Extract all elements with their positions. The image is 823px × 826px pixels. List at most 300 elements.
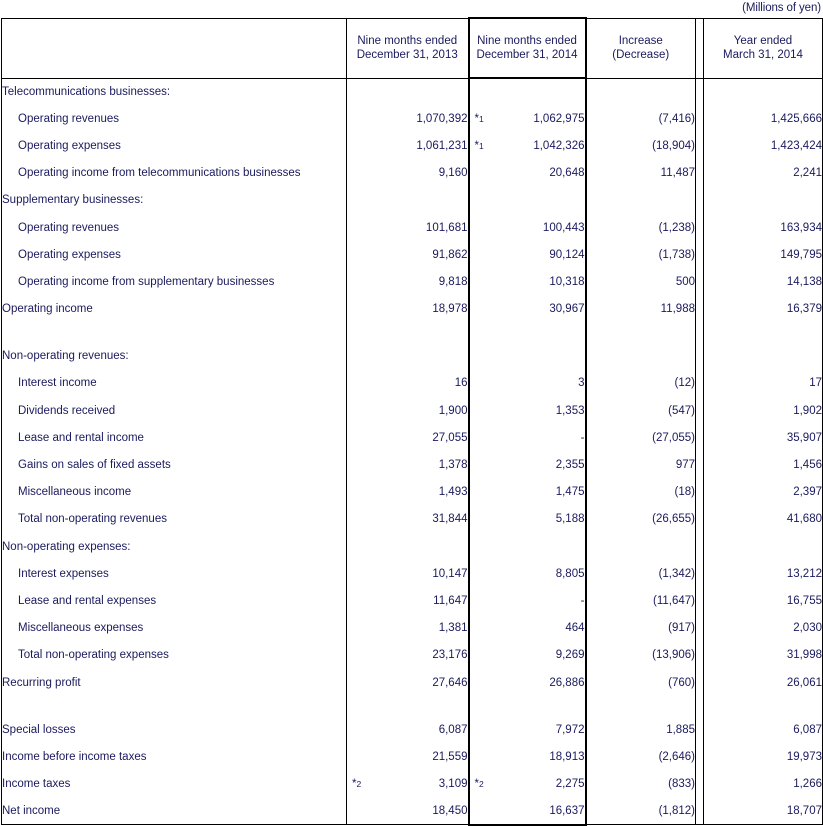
cell-value: 9,160 bbox=[438, 167, 468, 180]
table-row bbox=[2, 771, 823, 798]
cell-fy2013 bbox=[347, 669, 469, 696]
cell-value: (18,904) bbox=[652, 139, 695, 152]
cell-value: 1,061,231 bbox=[416, 139, 468, 152]
cell-value: 90,124 bbox=[549, 248, 585, 261]
header-cell-fy2013 bbox=[347, 18, 469, 78]
cell-value: 17 bbox=[809, 377, 822, 390]
table-row bbox=[2, 560, 823, 587]
cell-separator bbox=[696, 716, 704, 743]
row-label: Gains on sales of fixed assets bbox=[2, 451, 347, 478]
cell-year-ended bbox=[704, 323, 823, 343]
cell-value: 8,805 bbox=[555, 567, 585, 580]
row-label: Operating expenses bbox=[2, 241, 347, 268]
cell-value: (11,647) bbox=[653, 594, 695, 607]
cell-change bbox=[586, 132, 696, 159]
cell-separator bbox=[696, 479, 704, 506]
cell-value: 20,648 bbox=[549, 167, 585, 180]
cell-year-ended bbox=[704, 424, 823, 451]
cell-value: 19,973 bbox=[786, 750, 822, 763]
cell-year-ended bbox=[704, 343, 823, 370]
row-label: Recurring profit bbox=[2, 669, 347, 696]
cell-fy2013 bbox=[347, 560, 469, 587]
table-row bbox=[2, 479, 823, 506]
cell-value: 31,998 bbox=[786, 649, 822, 662]
cell-value: 1,070,392 bbox=[416, 112, 468, 125]
cell-separator bbox=[696, 397, 704, 424]
cell-value: (27,055) bbox=[652, 431, 695, 444]
cell-value: 35,907 bbox=[786, 431, 822, 444]
table-row bbox=[2, 533, 823, 560]
table-row bbox=[2, 214, 823, 241]
header-year-line1: Year ended bbox=[733, 35, 793, 47]
row-label: Interest income bbox=[2, 370, 347, 397]
cell-value: 1,378 bbox=[438, 459, 468, 472]
cell-fy2013 bbox=[347, 241, 469, 268]
cell-year-ended bbox=[704, 451, 823, 478]
cell-separator bbox=[696, 743, 704, 770]
row-label: Total non-operating expenses bbox=[2, 642, 347, 669]
cell-value: 163,934 bbox=[780, 221, 822, 234]
cell-value: 1,042,326 bbox=[533, 139, 585, 152]
table-row bbox=[2, 669, 823, 696]
cell-value: 1,493 bbox=[438, 486, 468, 499]
cell-value: 2,241 bbox=[793, 167, 822, 180]
cell-value: (917) bbox=[668, 622, 695, 635]
table-row bbox=[2, 798, 823, 825]
cell-fy2013 bbox=[347, 771, 469, 798]
cell-value: 1,266 bbox=[793, 778, 822, 791]
cell-fy2014 bbox=[469, 587, 586, 614]
row-label: Income before income taxes bbox=[2, 743, 347, 770]
cell-change bbox=[586, 716, 696, 743]
cell-value: 3,109 bbox=[438, 778, 468, 791]
cell-fy2014 bbox=[469, 424, 586, 451]
cell-value: 18,450 bbox=[432, 805, 468, 818]
cell-fy2014 bbox=[469, 533, 586, 560]
cell-year-ended bbox=[704, 296, 823, 323]
cell-fy2013 bbox=[347, 716, 469, 743]
cell-value: 30,967 bbox=[549, 303, 585, 316]
header-cell-label bbox=[2, 18, 347, 78]
cell-change bbox=[586, 370, 696, 397]
row-label: Lease and rental expenses bbox=[2, 587, 347, 614]
cell-fy2014 bbox=[469, 771, 586, 798]
table-row bbox=[2, 323, 823, 343]
cell-year-ended bbox=[704, 716, 823, 743]
table-row bbox=[2, 241, 823, 268]
cell-year-ended bbox=[704, 160, 823, 187]
cell-separator bbox=[696, 370, 704, 397]
table-row bbox=[2, 743, 823, 770]
cell-separator bbox=[696, 615, 704, 642]
row-label: Lease and rental income bbox=[2, 424, 347, 451]
footnote-marker: *2 bbox=[474, 778, 484, 791]
cell-separator bbox=[696, 696, 704, 716]
header-year-line2: March 31, 2014 bbox=[723, 49, 803, 61]
cell-fy2014 bbox=[469, 268, 586, 295]
cell-change bbox=[586, 397, 696, 424]
cell-value: (760) bbox=[668, 676, 695, 689]
row-label: Net income bbox=[2, 798, 347, 825]
cell-value: (1,812) bbox=[658, 805, 695, 818]
cell-change bbox=[586, 798, 696, 825]
row-label: Total non-operating revenues bbox=[2, 506, 347, 533]
cell-separator bbox=[696, 105, 704, 132]
cell-year-ended bbox=[704, 397, 823, 424]
cell-change bbox=[586, 187, 696, 214]
table-row bbox=[2, 187, 823, 214]
cell-value: 26,061 bbox=[786, 676, 822, 689]
cell-value: 1,900 bbox=[438, 404, 468, 417]
row-label: Operating income from telecommunications businesses bbox=[2, 160, 347, 187]
cell-separator bbox=[696, 506, 704, 533]
cell-year-ended bbox=[704, 771, 823, 798]
cell-value: 1,062,975 bbox=[533, 112, 585, 125]
cell-value: (13,906) bbox=[652, 649, 695, 662]
cell-value: - bbox=[580, 594, 585, 607]
header-fy2014-line1: Nine months ended bbox=[477, 35, 577, 47]
cell-value: 16,755 bbox=[786, 594, 822, 607]
cell-separator bbox=[696, 642, 704, 669]
table-row bbox=[2, 296, 823, 323]
header-change-line2: (Decrease) bbox=[612, 49, 670, 61]
cell-value: 101,681 bbox=[425, 221, 468, 234]
cell-value: 16,379 bbox=[786, 303, 822, 316]
cell-value: - bbox=[580, 431, 585, 444]
cell-fy2013 bbox=[347, 798, 469, 825]
cell-value: 1,425,666 bbox=[770, 112, 822, 125]
cell-value: 1,353 bbox=[555, 404, 585, 417]
cell-value: 11,647 bbox=[433, 594, 468, 607]
cell-fy2013 bbox=[347, 214, 469, 241]
cell-change bbox=[586, 587, 696, 614]
cell-change bbox=[586, 323, 696, 343]
cell-value: 21,559 bbox=[432, 750, 468, 763]
cell-fy2014 bbox=[469, 160, 586, 187]
table-row bbox=[2, 160, 823, 187]
cell-value: 10,318 bbox=[549, 275, 585, 288]
table-row bbox=[2, 696, 823, 716]
cell-change bbox=[586, 241, 696, 268]
cell-fy2013 bbox=[347, 743, 469, 770]
row-label: Miscellaneous income bbox=[2, 479, 347, 506]
cell-year-ended bbox=[704, 798, 823, 825]
cell-fy2013 bbox=[347, 105, 469, 132]
header-cell-change bbox=[586, 18, 696, 78]
cell-value: 9,818 bbox=[438, 275, 468, 288]
cell-value: (833) bbox=[668, 778, 695, 791]
header-row bbox=[2, 18, 823, 78]
cell-change bbox=[586, 743, 696, 770]
cell-year-ended bbox=[704, 587, 823, 614]
cell-separator bbox=[696, 451, 704, 478]
cell-fy2014 bbox=[469, 479, 586, 506]
table-row bbox=[2, 132, 823, 159]
cell-fy2013 bbox=[347, 323, 469, 343]
cell-change bbox=[586, 533, 696, 560]
cell-year-ended bbox=[704, 669, 823, 696]
cell-change bbox=[586, 78, 696, 105]
cell-value: 16 bbox=[454, 377, 468, 390]
cell-fy2014 bbox=[469, 187, 586, 214]
cell-value: 27,646 bbox=[432, 676, 468, 689]
cell-value: 23,176 bbox=[432, 649, 468, 662]
footnote-marker: *1 bbox=[474, 139, 484, 152]
header-fy2013-line2: December 31, 2013 bbox=[356, 49, 458, 61]
cell-change bbox=[586, 424, 696, 451]
row-label: Non-operating expenses: bbox=[2, 533, 347, 560]
units-note: (Millions of yen) bbox=[742, 2, 821, 14]
table-header bbox=[2, 18, 823, 78]
cell-value: (26,655) bbox=[652, 513, 695, 526]
row-label: Dividends received bbox=[2, 397, 347, 424]
cell-value: 14,138 bbox=[786, 275, 822, 288]
cell-value: 977 bbox=[675, 459, 695, 472]
cell-value: (2,646) bbox=[658, 750, 695, 763]
cell-fy2013 bbox=[347, 397, 469, 424]
cell-fy2014 bbox=[469, 343, 586, 370]
cell-value: 18,978 bbox=[432, 303, 468, 316]
cell-value: 16,637 bbox=[549, 804, 585, 817]
cell-value: 5,188 bbox=[555, 513, 585, 526]
cell-year-ended bbox=[704, 268, 823, 295]
cell-fy2013 bbox=[347, 268, 469, 295]
row-label: Non-operating revenues: bbox=[2, 343, 347, 370]
cell-value: 3 bbox=[578, 377, 585, 390]
cell-value: (12) bbox=[674, 377, 695, 390]
cell-fy2014 bbox=[469, 615, 586, 642]
cell-value: 41,680 bbox=[786, 513, 822, 526]
cell-value: 18,707 bbox=[786, 805, 822, 818]
cell-change bbox=[586, 771, 696, 798]
cell-value: 7,972 bbox=[555, 723, 585, 736]
cell-value: 11,988 bbox=[660, 303, 695, 316]
cell-fy2013 bbox=[347, 160, 469, 187]
cell-year-ended bbox=[704, 241, 823, 268]
cell-fy2014 bbox=[469, 370, 586, 397]
cell-separator bbox=[696, 560, 704, 587]
row-label: Operating income bbox=[2, 296, 347, 323]
cell-separator bbox=[696, 587, 704, 614]
cell-value: (1,238) bbox=[658, 221, 695, 234]
cell-separator bbox=[696, 533, 704, 560]
cell-value: 31,844 bbox=[432, 513, 468, 526]
cell-separator bbox=[696, 132, 704, 159]
cell-change bbox=[586, 560, 696, 587]
cell-fy2014 bbox=[469, 241, 586, 268]
cell-fy2014 bbox=[469, 506, 586, 533]
cell-fy2013 bbox=[347, 533, 469, 560]
cell-value: 18,913 bbox=[549, 750, 585, 763]
cell-fy2013 bbox=[347, 296, 469, 323]
row-label: Supplementary businesses: bbox=[2, 187, 347, 214]
cell-separator bbox=[696, 798, 704, 825]
table-row bbox=[2, 105, 823, 132]
cell-change bbox=[586, 214, 696, 241]
cell-year-ended bbox=[704, 533, 823, 560]
cell-change bbox=[586, 506, 696, 533]
row-label: Interest expenses bbox=[2, 560, 347, 587]
cell-year-ended bbox=[704, 560, 823, 587]
cell-fy2014 bbox=[469, 105, 586, 132]
cell-separator bbox=[696, 424, 704, 451]
cell-fy2013 bbox=[347, 479, 469, 506]
cell-fy2014 bbox=[469, 78, 586, 105]
table-row bbox=[2, 506, 823, 533]
cell-fy2014 bbox=[469, 214, 586, 241]
cell-change bbox=[586, 105, 696, 132]
cell-fy2013 bbox=[347, 132, 469, 159]
cell-value: 91,862 bbox=[432, 248, 468, 261]
cell-value: 2,275 bbox=[555, 778, 585, 791]
cell-fy2014 bbox=[469, 642, 586, 669]
cell-fy2013 bbox=[347, 451, 469, 478]
cell-fy2013 bbox=[347, 615, 469, 642]
cell-fy2013 bbox=[347, 78, 469, 105]
row-label bbox=[2, 323, 347, 343]
table-row bbox=[2, 268, 823, 295]
row-label: Operating income from supplementary businesses bbox=[2, 268, 347, 295]
cell-value: (1,738) bbox=[658, 248, 695, 261]
table-row bbox=[2, 424, 823, 451]
cell-value: 500 bbox=[675, 275, 695, 288]
cell-value: 1,885 bbox=[666, 723, 695, 736]
footnote-marker: *1 bbox=[474, 112, 484, 125]
cell-fy2013 bbox=[347, 696, 469, 716]
cell-separator bbox=[696, 78, 704, 105]
cell-value: (7,416) bbox=[658, 112, 695, 125]
table-row bbox=[2, 397, 823, 424]
row-label: Income taxes bbox=[2, 771, 347, 798]
cell-separator bbox=[696, 160, 704, 187]
cell-value: 6,087 bbox=[793, 723, 822, 736]
row-label: Miscellaneous expenses bbox=[2, 615, 347, 642]
cell-fy2014 bbox=[469, 451, 586, 478]
row-label: Operating revenues bbox=[2, 105, 347, 132]
cell-value: 1,902 bbox=[793, 404, 822, 417]
cell-separator bbox=[696, 771, 704, 798]
cell-year-ended bbox=[704, 214, 823, 241]
cell-year-ended bbox=[704, 743, 823, 770]
cell-value: (18) bbox=[674, 486, 695, 499]
cell-value: 2,397 bbox=[793, 486, 822, 499]
cell-change bbox=[586, 451, 696, 478]
cell-fy2013 bbox=[347, 506, 469, 533]
cell-fy2013 bbox=[347, 370, 469, 397]
cell-value: 1,456 bbox=[793, 459, 822, 472]
cell-value: (1,342) bbox=[658, 567, 695, 580]
table-row bbox=[2, 451, 823, 478]
cell-change bbox=[586, 343, 696, 370]
cell-value: 2,030 bbox=[793, 622, 822, 635]
cell-separator bbox=[696, 268, 704, 295]
table-row bbox=[2, 343, 823, 370]
table-row bbox=[2, 716, 823, 743]
cell-value: 6,087 bbox=[438, 723, 468, 736]
cell-fy2014 bbox=[469, 716, 586, 743]
cell-fy2014 bbox=[469, 560, 586, 587]
row-label: Operating expenses bbox=[2, 132, 347, 159]
cell-value: 9,269 bbox=[555, 649, 585, 662]
table-row bbox=[2, 642, 823, 669]
cell-separator bbox=[696, 241, 704, 268]
cell-value: 27,055 bbox=[432, 431, 468, 444]
table-row bbox=[2, 587, 823, 614]
cell-year-ended bbox=[704, 370, 823, 397]
cell-separator bbox=[696, 343, 704, 370]
cell-year-ended bbox=[704, 479, 823, 506]
cell-year-ended bbox=[704, 187, 823, 214]
cell-separator bbox=[696, 296, 704, 323]
cell-value: 1,423,424 bbox=[770, 139, 822, 152]
cell-fy2014 bbox=[469, 743, 586, 770]
table-body bbox=[2, 78, 823, 825]
cell-fy2013 bbox=[347, 642, 469, 669]
cell-change bbox=[586, 160, 696, 187]
header-cell-fy2014 bbox=[469, 18, 586, 78]
header-cell-year-ended bbox=[704, 18, 823, 78]
cell-year-ended bbox=[704, 78, 823, 105]
cell-year-ended bbox=[704, 696, 823, 716]
cell-fy2014 bbox=[469, 696, 586, 716]
cell-value: 149,795 bbox=[780, 248, 822, 261]
cell-year-ended bbox=[704, 132, 823, 159]
cell-value: 11,487 bbox=[660, 167, 695, 180]
cell-fy2014 bbox=[469, 296, 586, 323]
cell-separator bbox=[696, 669, 704, 696]
cell-fy2014 bbox=[469, 323, 586, 343]
table-row bbox=[2, 78, 823, 105]
header-change-line1: Increase bbox=[618, 35, 663, 47]
cell-fy2014 bbox=[469, 132, 586, 159]
header-fy2013-line1: Nine months ended bbox=[357, 35, 458, 47]
cell-value: 13,212 bbox=[786, 567, 822, 580]
cell-value: 2,355 bbox=[555, 459, 585, 472]
footnote-marker: *2 bbox=[352, 778, 362, 791]
cell-value: 10,147 bbox=[432, 567, 468, 580]
table-row bbox=[2, 370, 823, 397]
header-cell-separator bbox=[696, 18, 704, 78]
cell-value: 1,381 bbox=[438, 622, 468, 635]
cell-change bbox=[586, 696, 696, 716]
cell-fy2014 bbox=[469, 798, 586, 825]
cell-fy2013 bbox=[347, 587, 469, 614]
row-label bbox=[2, 696, 347, 716]
cell-separator bbox=[696, 187, 704, 214]
cell-fy2014 bbox=[469, 669, 586, 696]
cell-year-ended bbox=[704, 615, 823, 642]
cell-change bbox=[586, 642, 696, 669]
cell-change bbox=[586, 615, 696, 642]
cell-value: 464 bbox=[565, 622, 585, 635]
cell-change bbox=[586, 268, 696, 295]
row-label: Operating revenues bbox=[2, 214, 347, 241]
cell-value: 1,475 bbox=[555, 486, 585, 499]
cell-value: 26,886 bbox=[549, 676, 585, 689]
table-row bbox=[2, 615, 823, 642]
financial-table bbox=[1, 17, 823, 826]
cell-fy2013 bbox=[347, 424, 469, 451]
cell-separator bbox=[696, 214, 704, 241]
header-fy2014-line2: December 31, 2014 bbox=[476, 49, 578, 61]
cell-year-ended bbox=[704, 506, 823, 533]
row-label: Telecommunications businesses: bbox=[2, 78, 347, 105]
cell-fy2013 bbox=[347, 343, 469, 370]
cell-change bbox=[586, 669, 696, 696]
cell-fy2014 bbox=[469, 397, 586, 424]
cell-fy2013 bbox=[347, 187, 469, 214]
cell-separator bbox=[696, 323, 704, 343]
